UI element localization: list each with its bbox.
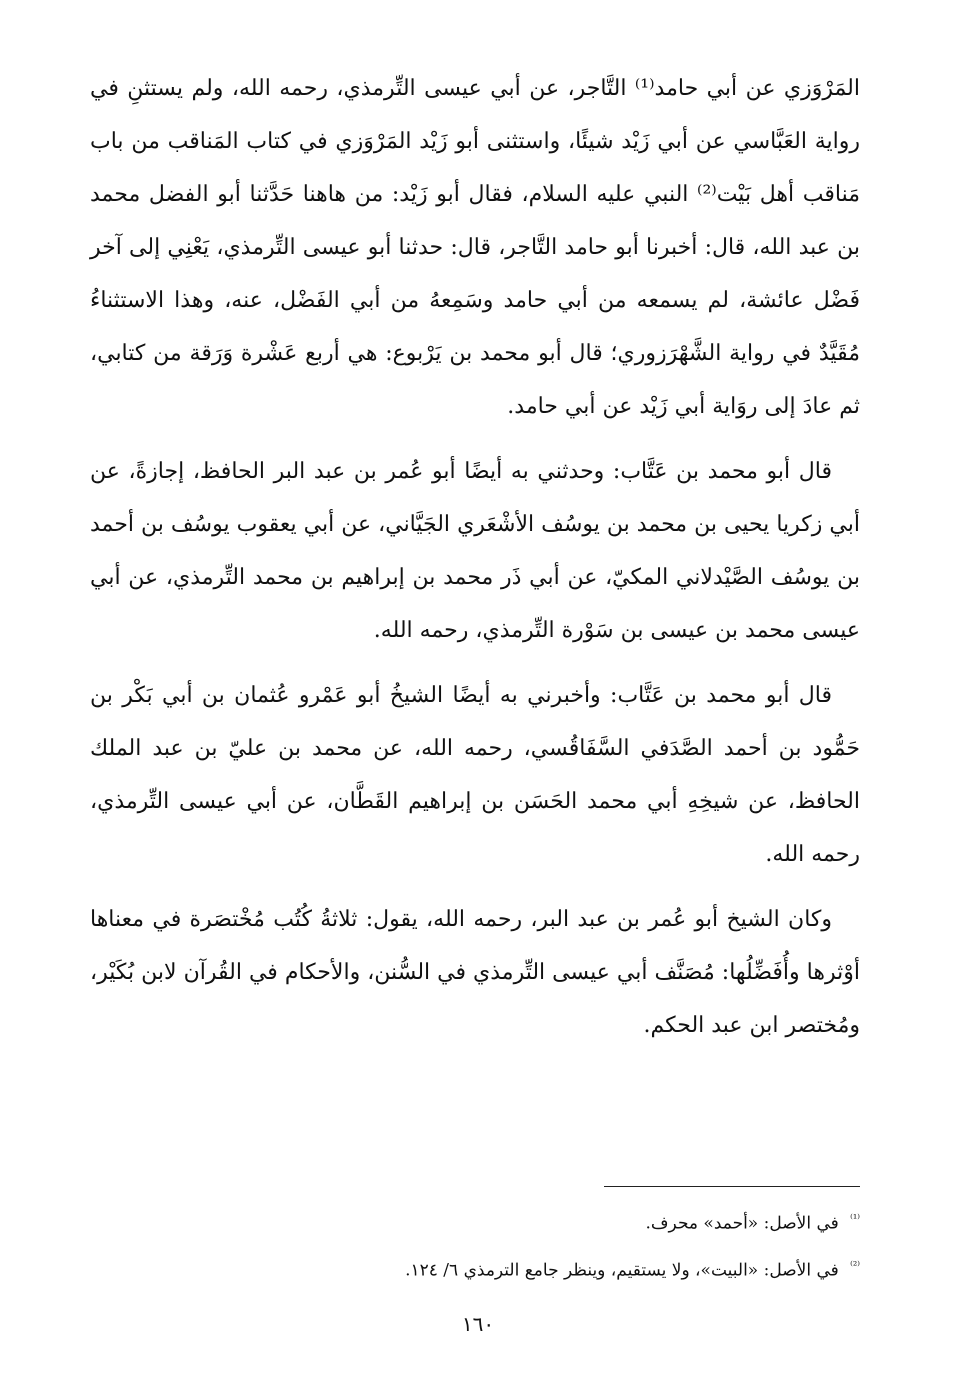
footnote-1-text: في الأصل: «أحمد» محرف. bbox=[645, 1213, 839, 1234]
main-text bbox=[90, 62, 860, 1052]
paragraph-3: قال أبو محمد بن عَتَّاب: وأخبرني به أيضًا الشيخُ أبو عَمْرو عُثمان بن أبي بَكْر بن حَمُّود بن أحمد الصَّدَفي السَّفَاقُسي، رحمه الله، عن محمد بن عليّ بن عبد الملك الحافظ، عن شيخِهِ أبي محمد الحَسَن بن إبراهيم القَطَّان، عن أبي عيسى التِّرمذي، رحمه الله. bbox=[90, 683, 860, 867]
paragraph-4: وكان الشيخ أبو عُمر بن عبد البر، رحمه الله، يقول: ثلاثةُ كُتُب مُخْتصَرة في معناها أوْثرها وأُفَضِّلُها: مُصَنَّف أبي عيسى التِّرمذي في السُّنن، والأحكام في القُرآن لابن بُكَيْر، ومُختصر ابن عبد الحكم. bbox=[90, 907, 860, 1038]
footnotes bbox=[90, 1198, 860, 1291]
footnote-2 bbox=[90, 1245, 860, 1292]
footnote-1 bbox=[90, 1198, 860, 1245]
footnote-1-number: ⁽¹⁾ bbox=[850, 1212, 860, 1225]
footnote-2-text: في الأصل: «البيت»، ولا يستقيم، وينظر جامع الترمذي ٦/ ١٢٤. bbox=[405, 1260, 839, 1281]
paragraph-1: المَرْوَزي عن أبي حامد⁽¹⁾ التَّاجر، عن أبي عيسى التِّرمذي، رحمه الله، ولم يستثنِ في رواية العَبَّاسي عن أبي زَيْد شيئًا، واستثنى أبو زَيْد المَرْوَزي في كتاب المَناقب من باب مَناقب أهل بَيْت⁽²⁾ النبي عليه السلام، فقال أبو زَيْد: من هاهنا حَدَّثنا أبو الفضل محمد بن عبد الله، قال: أخبرنا أبو حامد التَّاجر، قال: حدثنا أبو عيسى التِّرمذي، يَعْنِي إلى آخر فَضْل عائشة، لم يسمعه من أبي حامد وسَمِعهُ من أبي الفَضْل، عنه، وهذا الاستثناءُ مُقَيَّدٌ في رواية الشَّهْرَزوري؛ قال أبو محمد بن يَرْبوع: هي أربع عَشْرة وَرَقة من كتابي، ثم عادَ إلى روَاية أبي زَيْد عن أبي حامد. bbox=[90, 76, 861, 419]
footnote-divider bbox=[604, 1186, 860, 1187]
footnote-2-number: ⁽²⁾ bbox=[850, 1258, 860, 1272]
page-number: ١٦٠ bbox=[461, 1312, 495, 1336]
paragraph-2: قال أبو محمد بن عَتَّاب: وحدثني به أيضًا أبو عُمر بن عبد البر الحافظ، إجازةً، عن أبي زكريا يحيى بن محمد بن يوسُف الأشْعَري الجَيَّاني، عن أبي يعقوب يوسُف بن أحمد بن يوسُف الصَّيْدلاني المكيّ، عن أبي ذَر محمد بن إبراهيم بن محمد التِّرمذي، عن أبي عيسى محمد بن عيسى بن سَوْرة التِّرمذي، رحمه الله. bbox=[90, 459, 860, 643]
